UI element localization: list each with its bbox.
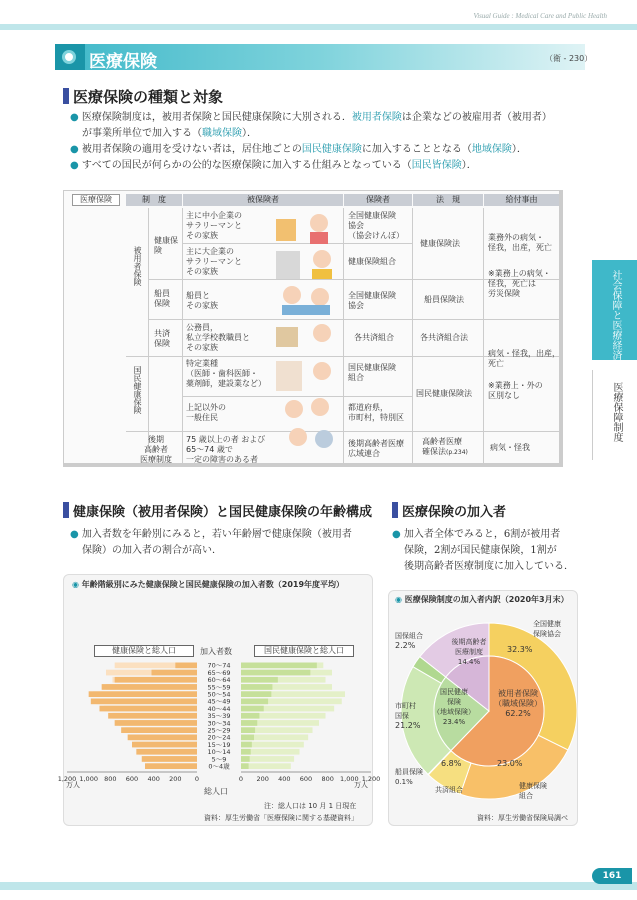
pie-chart-box bbox=[388, 590, 578, 826]
kenpo-law: 健康保険法 bbox=[420, 239, 460, 248]
pie-val-senin: 0.1% bbox=[395, 778, 413, 786]
footer-band bbox=[0, 858, 637, 900]
national-insurance-bar bbox=[241, 713, 259, 719]
koki-law: 高齢者医療 確保法(p.234) bbox=[422, 437, 468, 456]
pyramid-note: 注：総人口は 10 月 1 日現在 bbox=[264, 802, 357, 810]
national-insurance-bar bbox=[241, 756, 250, 762]
age-label: 10～14 bbox=[207, 748, 231, 757]
pie-label-koki: 後期高齢者 医療制度 14.4% bbox=[451, 638, 487, 666]
pyramid-title: ◉ 年齢階級別にみた健康保険と国民健康保険の加入者数（2019年度平均） bbox=[72, 580, 345, 589]
row-kenpo: 健康保険 bbox=[154, 236, 178, 255]
kokuho-1-ins: 国民健康保険 組合 bbox=[348, 363, 396, 382]
age-label: 50～54 bbox=[207, 690, 231, 699]
age-label: 25～29 bbox=[207, 726, 231, 735]
koki-benefit: 病気・怪我 bbox=[490, 443, 530, 452]
health-insurance-bar bbox=[100, 706, 198, 712]
pie-val-shichoson: 21.2% bbox=[395, 721, 421, 730]
x-tick-label: 1,000 bbox=[79, 775, 98, 783]
kenpo-benefit-note: ※業務上の病気・ 怪我，死亡は 労災保険 bbox=[488, 269, 551, 298]
kokuho-law: 国民健康保険法 bbox=[416, 389, 472, 398]
national-insurance-bar bbox=[241, 763, 249, 769]
x-tick-label: 200 bbox=[169, 775, 182, 783]
pie-val-zenkoku: 32.3% bbox=[507, 645, 533, 654]
table-header: 制 度 bbox=[126, 194, 182, 206]
health-insurance-bar bbox=[142, 756, 197, 762]
pie-label-kenpo: 健康保険 組合 bbox=[519, 782, 547, 800]
age-label: 45～49 bbox=[207, 697, 231, 706]
page-ref: （衛 - 230） bbox=[545, 54, 593, 63]
x-tick-label: 400 bbox=[147, 775, 160, 783]
row-senin: 船員 保険 bbox=[154, 289, 170, 308]
age-label: 40～44 bbox=[207, 704, 231, 713]
age-label: 60～64 bbox=[207, 676, 231, 685]
page-number: 161 bbox=[592, 868, 632, 884]
senin-law: 船員保険法 bbox=[424, 295, 464, 304]
pyramid-chart bbox=[57, 660, 381, 795]
bullet-circle-icon bbox=[62, 50, 76, 64]
x-tick-label: 600 bbox=[125, 775, 139, 783]
insurance-table bbox=[63, 190, 563, 467]
age-label: 5～9 bbox=[211, 755, 227, 764]
section3-bullet: ● 加入者全体でみると，6割が被用者 保険，2割が国民健康保険，1割が 後期高齢者医療制度に加入している． bbox=[392, 529, 574, 572]
pyramid-chart-box bbox=[57, 574, 381, 826]
kenpo-benefit: 業務外の病気・ 怪我，出産，死亡 bbox=[488, 233, 552, 252]
kenpo-2-ins: 健康保険組合 bbox=[348, 257, 396, 266]
group-national: 国民健康保険 bbox=[133, 366, 142, 414]
pyramid-total-label: 総人口 bbox=[204, 787, 228, 796]
pie-val-kenpo: 23.0% bbox=[497, 759, 523, 768]
table-label: 医療保険 bbox=[72, 194, 120, 206]
x-tick-label: 1,000 bbox=[340, 775, 359, 783]
national-insurance-bar bbox=[241, 749, 251, 755]
section3-heading: 医療保険の加入者 bbox=[392, 501, 506, 520]
national-insurance-bar bbox=[241, 720, 257, 726]
pie-label-kokuho-kumiai: 国保組合 bbox=[395, 632, 423, 640]
health-insurance-bar bbox=[128, 735, 197, 741]
kokuho-2-ins: 都道府県， 市町村，特別区 bbox=[348, 403, 404, 422]
table-header: 給付事由 bbox=[484, 194, 559, 206]
koki-ins: 後期高齢者医療 広域連合 bbox=[348, 439, 404, 458]
kokuho-benefit: 病気・怪我，出産， 死亡 bbox=[488, 349, 560, 368]
health-insurance-bar bbox=[132, 742, 197, 748]
health-insurance-bar bbox=[91, 699, 197, 705]
kokuho-1: 特定業種 （医師・歯科医師・ 薬剤師，建設業など） bbox=[186, 359, 266, 388]
pie-label-employee: 被用者保険 （職域保険） 62.2% bbox=[494, 689, 542, 718]
x-tick-label: 200 bbox=[256, 775, 269, 783]
sidebar-sub-label: 医療保障制度 bbox=[611, 382, 622, 442]
national-insurance-bar bbox=[241, 677, 278, 683]
national-insurance-bar bbox=[241, 691, 271, 697]
kyosai-p: 公務員， 私立学校教職員と その家族 bbox=[186, 323, 250, 352]
age-label: 15～19 bbox=[207, 740, 231, 749]
title-bar bbox=[55, 44, 595, 70]
pie-label-shichoson: 市町村 国保 bbox=[395, 702, 416, 720]
x-tick-label: 800 bbox=[104, 775, 117, 783]
national-insurance-bar bbox=[241, 663, 317, 669]
kenpo-1: 主に中小企業の サラリーマンと その家族 bbox=[186, 211, 242, 240]
senin-ins: 全国健康保険 協会 bbox=[348, 291, 396, 310]
health-insurance-bar bbox=[102, 684, 197, 690]
kokuho-2: 上記以外の 一般住民 bbox=[186, 403, 226, 422]
age-label: 35～39 bbox=[207, 712, 231, 721]
x-tick-label: 800 bbox=[321, 775, 334, 783]
kyosai-ins: 各共済組合 bbox=[354, 333, 394, 342]
sidebar-active-label: 社会保障と医療経済 bbox=[610, 270, 621, 360]
running-title: Visual Guide : Medical Care and Public Health bbox=[473, 12, 607, 20]
national-insurance-bar bbox=[241, 727, 255, 733]
sidebar-tab[interactable] bbox=[592, 370, 637, 460]
age-label: 0～4歳 bbox=[208, 762, 230, 771]
pie-source: 資料：厚生労働省保険局調べ bbox=[477, 814, 568, 822]
pie-label-kokuho: 国民健康 保険 （地域保険） 23.4% bbox=[433, 688, 475, 726]
pyramid-left-label: 健康保険と総人口 bbox=[94, 645, 194, 657]
x-tick-label: 1,200 bbox=[57, 775, 77, 783]
national-insurance-bar bbox=[241, 735, 254, 741]
koki-p: 75 歳以上の者 および 65～74 歳で 一定の障害のある者 bbox=[186, 435, 266, 464]
sidebar-tab-active[interactable] bbox=[592, 260, 637, 360]
table-header: 保険者 bbox=[344, 194, 412, 206]
section1-bullets: ● 医療保険制度は，被用者保険と国民健康保険に大別される．被用者保険は企業などの被雇用者（被用者） が事業所単位で加入する（職域保険）． ● 被用者保険の適用を受けない者は，居住地ごとの国民健康保険に加入することとなる（地域保険）． ● すべての国民が何らかの公的な医療保険に加入する仕組みとなっている（国民皆保険）． bbox=[70, 112, 552, 171]
section1-heading: 医療保険の種類と対象 bbox=[63, 86, 223, 107]
national-insurance-bar bbox=[241, 742, 252, 748]
kokuho-benefit-note: ※業務上・外の 区別なし bbox=[488, 381, 543, 400]
section2-bullet: ● 加入者数を年齢別にみると，若い年齢層で健康保険（被用者 保険）の加入者の割合が高い． bbox=[70, 529, 352, 556]
pyramid-axis-title: 加入者数 bbox=[200, 647, 232, 656]
pie-val-kokuho-kumiai: 2.2% bbox=[395, 641, 416, 650]
table-header: 法 規 bbox=[413, 194, 483, 206]
x-tick-label: 0 bbox=[238, 775, 244, 783]
health-insurance-bar bbox=[108, 713, 197, 719]
age-label: 30～34 bbox=[207, 719, 231, 728]
kenpo-1-ins: 全国健康保険 協会 （協会けんぽ） bbox=[348, 211, 404, 240]
pie-val-kyosai: 6.8% bbox=[441, 759, 462, 768]
pie-label-kyosai: 共済組合 bbox=[435, 786, 463, 794]
age-label: 65～69 bbox=[207, 668, 231, 677]
table-header: 被保険者 bbox=[183, 194, 343, 206]
age-label: 70～74 bbox=[207, 661, 231, 670]
national-insurance-bar bbox=[241, 699, 268, 705]
x-tick-label: 400 bbox=[278, 775, 291, 783]
people-illustrations bbox=[274, 209, 342, 449]
pie-label-zenkoku: 全国健康 保険協会 bbox=[533, 620, 561, 638]
group-employee: 被用者保険 bbox=[133, 246, 142, 286]
page-title: 医療保険 bbox=[89, 52, 157, 72]
national-insurance-bar bbox=[241, 670, 310, 676]
health-insurance-bar bbox=[115, 677, 197, 683]
section2-heading: 健康保険（被用者保険）と国民健康保険の年齢構成 bbox=[63, 501, 372, 520]
row-koki: 後期 高齢者 医療制度 bbox=[140, 435, 172, 464]
national-insurance-bar bbox=[241, 684, 272, 690]
row-kyosai: 共済 保険 bbox=[154, 329, 170, 348]
senin-p: 船員と その家族 bbox=[186, 291, 218, 310]
pie-title: ◉ 医療保険制度の加入者内訳（2020年3月末） bbox=[395, 595, 569, 604]
national-insurance-bar bbox=[241, 706, 264, 712]
age-label: 55～59 bbox=[207, 683, 231, 692]
health-insurance-bar bbox=[89, 691, 197, 697]
x-tick-label: 600 bbox=[299, 775, 313, 783]
health-insurance-bar bbox=[175, 663, 197, 669]
pyramid-source: 資料：厚生労働省「医療保険に関する基礎資料」 bbox=[204, 814, 358, 822]
age-label: 20～24 bbox=[207, 733, 231, 742]
health-insurance-bar bbox=[152, 670, 198, 676]
health-insurance-bar bbox=[136, 749, 197, 755]
health-insurance-bar bbox=[115, 720, 197, 726]
kyosai-law: 各共済組合法 bbox=[420, 333, 468, 342]
health-insurance-bar bbox=[145, 763, 197, 769]
health-insurance-bar bbox=[121, 727, 197, 733]
pyramid-unit-right: 万人 bbox=[354, 781, 368, 789]
x-tick-label: 1,200 bbox=[361, 775, 381, 783]
pyramid-unit-left: 万人 bbox=[66, 781, 80, 789]
pyramid-right-label: 国民健康保険と総人口 bbox=[254, 645, 354, 657]
pie-label-senin: 船員保険 bbox=[395, 768, 423, 776]
kenpo-2: 主に大企業の サラリーマンと その家族 bbox=[186, 247, 242, 276]
x-tick-label: 0 bbox=[194, 775, 200, 783]
